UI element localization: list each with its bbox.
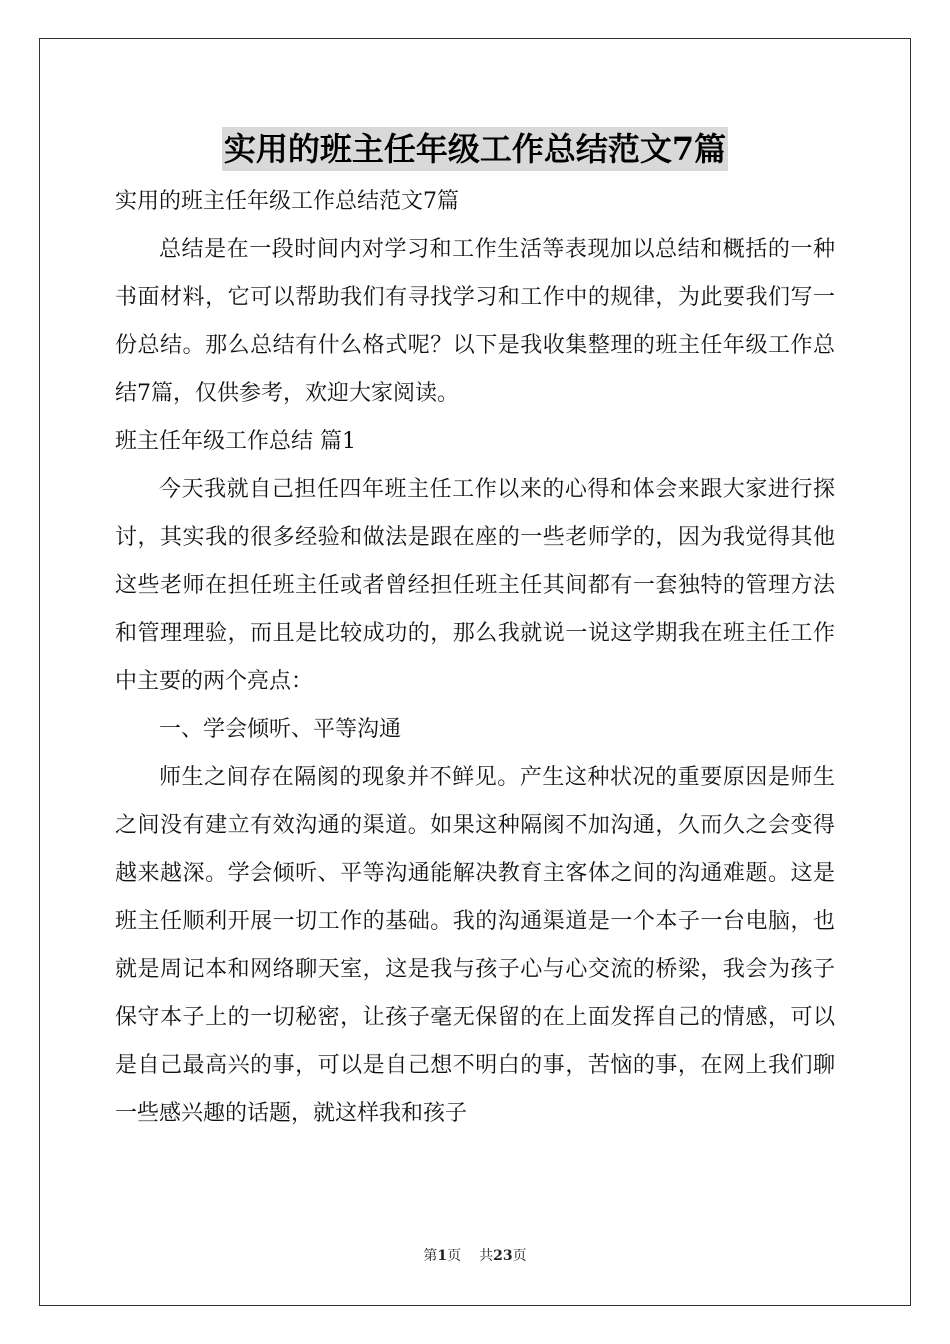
document-title [0,127,950,171]
footer-page-mid: 页 [447,1248,462,1264]
footer-page-current: 1 [437,1248,448,1264]
section-heading: 班主任年级工作总结 篇1 [115,429,356,454]
document-title-text: 实用的班主任年级工作总结范文7篇 [222,127,728,171]
document-subtitle: 实用的班主任年级工作总结范文7篇 [115,189,459,214]
footer-page-prefix: 第 [423,1248,438,1264]
section-paragraph-1: 今天我就自己担任四年班主任工作以来的心得和体会来跟大家进行探讨，其实我的很多经验和做法是跟在座的一些老师学的，因为我觉得其他这些老师在担任班主任或者曾经担任班主任其间都有一套独特的管理方法和管理理验，而且是比较成功的，那么我就说一说这学期我在班主任工作中主要的两个亮点： [115,477,835,694]
footer-total-suffix: 页 [512,1248,527,1264]
subheading: 一、学会倾听、平等沟通 [159,717,402,742]
page-footer [0,1245,950,1265]
document-body [115,178,835,1138]
footer-total-prefix: 共 [479,1248,494,1264]
intro-paragraph: 总结是在一段时间内对学习和工作生活等表现加以总结和概括的一种书面材料，它可以帮助我们有寻找学习和工作中的规律，为此要我们写一份总结。那么总结有什么格式呢？以下是我收集整理的班主任年级工作总结7篇，仅供参考，欢迎大家阅读。 [115,237,835,406]
footer-page-total: 23 [493,1248,513,1264]
section-paragraph-2: 师生之间存在隔阂的现象并不鲜见。产生这种状况的重要原因是师生之间没有建立有效沟通的渠道。如果这种隔阂不加沟通，久而久之会变得越来越深。学会倾听、平等沟通能解决教育主客体之间的沟通难题。这是班主任顺利开展一切工作的基础。我的沟通渠道是一个本子一台电脑，也就是周记本和网络聊天室，这是我与孩子心与心交流的桥梁，我会为孩子保守本子上的一切秘密，让孩子毫无保留的在上面发挥自己的情感，可以是自己最高兴的事，可以是自己想不明白的事，苦恼的事，在网上我们聊一些感兴趣的话题，就这样我和孩子 [115,765,835,1126]
